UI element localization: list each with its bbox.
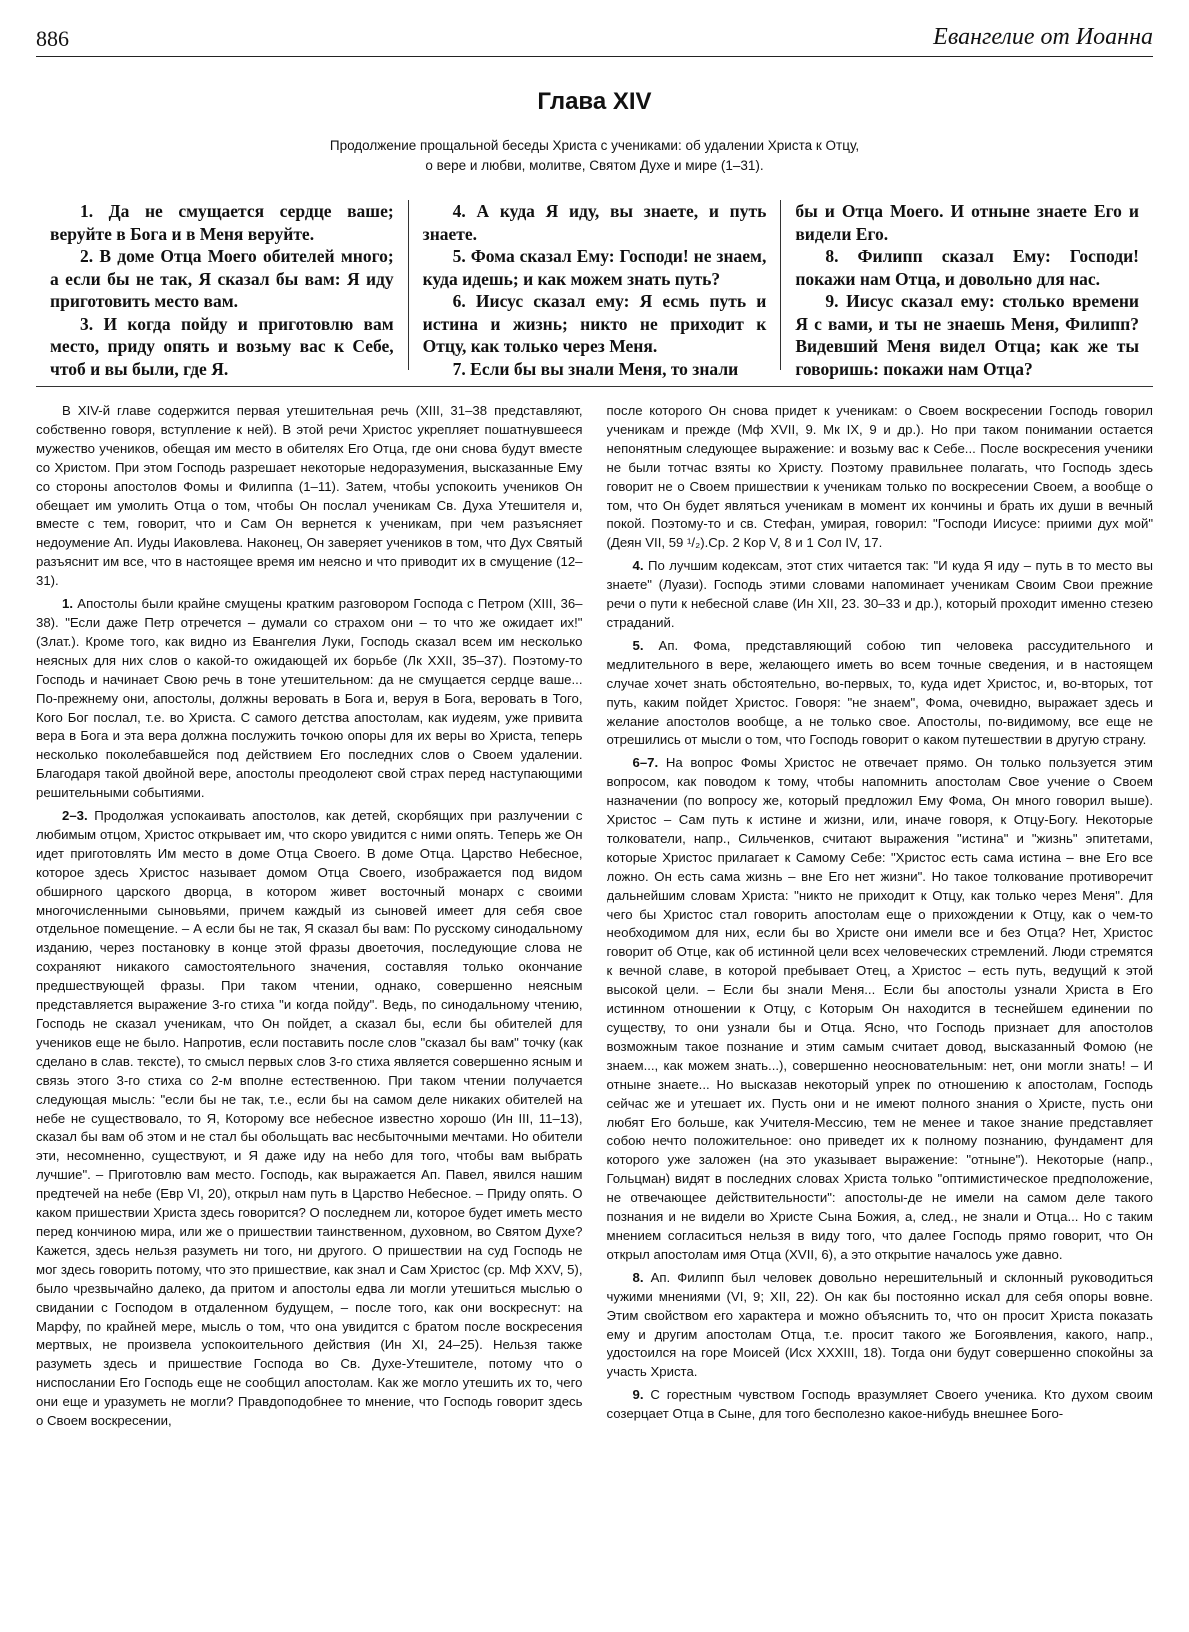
commentary-paragraph	[607, 557, 1154, 633]
verse-continuation: бы и Отца Моего. И отныне знаете Его и видели Его.	[795, 201, 1140, 244]
chapter-summary	[200, 136, 989, 176]
verse-number: 6–7.	[632, 755, 659, 771]
commentary-paragraph	[607, 754, 1154, 1264]
paragraph-text: С горестным чувством Господь вразумляет Своего ученика. Кто духом своим созерцает Отца в Сыне, для того бесполезно какое-нибудь внешнее Бого-	[606, 1387, 1153, 1422]
verse-column-1	[36, 200, 408, 379]
verse-column-3	[780, 200, 1153, 379]
verse-number: 4.	[632, 558, 644, 574]
paragraph-text: На вопрос Фомы Христос не отвечает прямо. Он только пользуется этим вопросом, как поводом к тому, чтобы напомнить апостолам Свое учение о Своем назначении (по вопросу же, который предложил Ему Фома, Он много говорил выше). Христос – Сам путь к истине и жизни, или, иначе говоря, к Отцу-Богу. Некоторые толкователи, напр., Сильченков, считают выражения "истина" и "жизнь" эпитетами, которые Христос прилагает к Самому Себе: "Христос есть сама истина – вне Его все ложно. Он есть сама жизнь – вне Его нет жизни". Но такое толкование противоречит дальнейшим словам Христа: "никто не приходит к Отцу, как только через Меня". Для чего бы Христос стал говорить апостолам еще о прихождении к Отцу, как о чем-то необходимом для них, если бы во Христе они имели все и без Отца? Нет, Христос говорит об Отце, как об истинной цели всех человеческих стремлений. Люди стремятся к вечной славе, в которой пребывает Отец, а Христос – есть путь, ведущий к этой высокой цели. – Если бы знали Меня... Если бы апостолы узнали Христа в Его истинном отношении к Отцу, с Которым Он находится в теснейшем единении по существу, то они узнали бы и Отца. Ясно, что Господь признает для апостолов возможным такое познание и этим самым считает довод, высказанный Фомою (не знаем..., как можем знать...), совершенно неосновательным: нет, они могли знать! – И отныне знаете... Но высказав некоторый упрек по отношению к апостолам, Господь сейчас же и утешает их. Пусть они и не имеют полного знания о Христе, пусть они любят Его больше, как Учителя-Мессию, тем не менее и такое знание представляет собою нечто положительное: оно приведет их к полному познанию, фундамент для которого уже заложен (на это указывает выражение: "отныне"). Некоторые (напр., Гольцман) видят в последних словах Христа только "оптимистическое предположение, не отвечающее действительности": апостолы-де не имели на самом деле такого познания и не видели во Христе Сына Божия, а, след., не знали и Отца... Но с таким мнением согласиться нельзя в виду того, что далее Господь прямо говорит, что Он открыл апостолам имя Отца (XVII, 6), а это открытие началось уже давно.	[606, 755, 1153, 1262]
paragraph-text: По лучшим кодексам, этот стих читается так: "И куда Я иду – путь в то место вы знаете" (Луази). Господь этими словами напоминает ученикам Своим Свои прежние речи о пути к небесной славе (Ин XII, 23. 30–33 и др.), который проходит именно стезею страданий.	[606, 558, 1153, 630]
running-head	[36, 22, 1153, 54]
verse-number: 9.	[632, 1387, 644, 1403]
commentary-paragraph	[607, 1269, 1154, 1382]
scripture-verses	[36, 200, 1153, 379]
chapter-summary-line: о вере и любви, молитве, Святом Духе и мире (1–31).	[425, 158, 764, 173]
verse: 1. Да не смущается сердце ваше; веруйте в Бога и в Меня веруйте.	[50, 201, 394, 244]
verse-rule	[36, 386, 1153, 387]
verse: 6. Иисус сказал ему: Я есмь путь и истина и жизнь; никто не приходит к Отцу, как только через Меня.	[422, 291, 767, 356]
commentary-column-left	[36, 402, 583, 1612]
commentary-paragraph	[607, 637, 1154, 750]
verse: 4. А куда Я иду, вы знаете, и путь знаете.	[422, 201, 767, 244]
verse-number: 8.	[632, 1269, 644, 1285]
verse-number: 1.	[62, 596, 73, 612]
paragraph-text: Продолжая успокаивать апостолов, как детей, скорбящих при разлучении с любимым отцом, Христос открывает им, что скоро увидится с ними опять. Теперь же Он идет приготовлять Им место в доме Отца Своего. В доме Отца. Царство Небесное, которое здесь Христос называет домом Отца Своего, изображается под видом обширного царского дворца, в котором живет восточный монарх с своими многочисленными сыновьями, причем каждый из сыновей имеет для себя свое отдельное помещение. – А если бы не так, Я сказал бы вам: По русскому синодальному изданию, через постановку в конце этой фразы двоеточия, последующие слова не сохраняют никакого самостоятельного значения, составляя только окончание предшествующей фразы. При таком чтении, однако, совершенно неясным представляется выражение 3-го стиха "и когда пойду". Ведь, по синодальному чтению, Господь не сказал ученикам, что Он пойдет, а сказал бы, если бы обителей для учеников еще не было. Напротив, если поставить после слов "сказал бы вам" точку (как сделано в слав. тексте), то смысл первых слов 3-го стиха является совершенно ясным и связь этого 3-го стиха со 2-м вполне естественною. При таком чтении получается следующая мысль: "если бы не так, т.е., если бы на самом деле никаких обителей на небе не существовало, то Я, Которому все небесное известно хорошо (Ин III, 11–13), сказал бы вам об этом и не стал бы обольщать вас несбыточными мечтами. Но обители эти, несомненно, существуют, и Я даже иду на небо для того, чтобы вам выбрать лучшие". – Приготовлю вам место. Господь, как выражается Ап. Павел, явился нашим предтечей на небе (Евр VI, 20), открыл нам путь в Царство Небесное. – Приду опять. О каком пришествии Христа здесь говорится? О последнем ли, которое будет иметь место перед кончиною мира, или же о пришествии таинственном, духовном, во Святом Духе? Кажется, здесь нельзя разуметь ни того, ни другого. О пришествии на суд Господь не мог здесь говорить потому, что это пришествие, как знал и Сам Христос (ср. Мф XXV, 5), было чрезвычайно далеко, да притом и апостолы едва ли могли утешиться мыслью о свидании с Господом в отдаленном будущем, – после того, как они воскреснут: на Марфу, по крайней мере, мысль о том, что она увидится с братом после воскресения мертвых, не произвела успокоительного действия (Ин XI, 24–25). Нельзя также разуметь здесь и пришествие Господа во Св. Духе-Утешителе, потому что о ниспослании Его Господь еще не сообщил апостолам. Как же могло утешить их то, чего они еще и уразуметь не могли? Правдоподобнее то мнение, что Господь говорит здесь о Своем воскресении,	[36, 808, 583, 1429]
commentary-paragraph	[36, 807, 583, 1431]
paragraph-text: В XIV-й главе содержится первая утешительная речь (XIII, 31–38 представляют, собственно говоря, вступление к ней). В этой речи Христос укрепляет пошатнувшееся мужество учеников, обещая им место в обителях Его Отца, где они снова будут вместе со Христом. При этом Господь разрешает некоторые недоразумения, высказанные Ему со стороны апостолов Фомы и Филиппа (1–11). Затем, чтобы успокоить учеников Он обещает им умолить Отца о том, чтобы Он послал ученикам Св. Духа Утешителя и, вместе с тем, говорит, что и Сам Он вернется к ученикам, при чем разъясняет недоумение Ап. Иуды Иаковлева. Наконец, Он заверяет учеников в том, что Дух Святый разъяснит им все, что в настоящее время им неясно и что приводит их в смущение (12–31).	[36, 403, 583, 589]
chapter-title: Глава XIV	[537, 88, 652, 115]
commentary-paragraph	[36, 402, 583, 591]
commentary-paragraph	[36, 595, 583, 803]
paragraph-text: Апостолы были крайне смущены кратким разговором Господа с Петром (XIII, 36–38). "Если даже Петр отречется – думали со страхом они – то что же ожидает их!" (Злат.). Кроме того, как видно из Евангелия Луки, Господь сказал всем им несколько неясных для них слов о какой-то ожидающей их борьбе (Лк XXII, 35–37). Поэтому-то Господь и начинает Свою речь в тоне утешительном: да не смущается сердце ваше... По-прежнему они, апостолы, должны веровать в Бога и, веруя в Бога, веровать в Того, Кого Бог послал, т.е. во Христа. С самого детства апостолам, как иудеям, уже привита вера в Бога и эта вера должна послужить точкою опоры для их веры во Христа, теперь несколько поколебавшейся под действием Его последних слов о Своем удалении. Благодаря такой двойной вере, апостолы преодолеют свой страх перед наступающими решительными событиями.	[36, 596, 583, 801]
paragraph-text: после которого Он снова придет к ученикам: о Своем воскресении Господь говорил ученикам и прежде (Мф XVII, 9. Мк IX, 9 и др.). Но при таком понимании остается непонятным следующее выражение: и возьму вас к Себе... После воскресения ученики не были тотчас взяты ко Христу. Поэтому правильнее полагать, что Господь здесь говорит не о Своем пришествии к ученикам только по воскресении Своем, а вообще о том, что Он будет являться ученикам в момент их кончины и брать их души в вечный покой. Поэтому-то и св. Стефан, умирая, говорил: "Господи Иисусе: приими дух мой" (Деян VII, 59 ¹/₂).Ср. 2 Кор V, 8 и 1 Сол IV, 17.	[606, 403, 1153, 551]
verse: 3. И когда пойду и приготовлю вам место, приду опять и возьму вас к Себе, чтоб и вы были, где Я.	[50, 313, 394, 379]
verse-number: 5.	[632, 637, 644, 653]
running-title: Евангелие от Иоанна	[933, 24, 1153, 50]
verse: 7. Если бы вы знали Меня, то знали	[452, 358, 739, 379]
verse: 5. Фома сказал Ему: Господи! не знаем, куда идешь; и как можем знать путь?	[422, 246, 767, 289]
header-rule	[36, 56, 1153, 57]
commentary	[36, 402, 1153, 1612]
commentary-column-right	[607, 402, 1154, 1612]
verse-number: 2–3.	[62, 808, 88, 824]
paragraph-text: Ап. Фома, представляющий собою тип человека рассудительного и медлительного в вере, желающего иметь во всем точные сведения, и в настоящем случае хочет знать обстоятельно, во-первых, то, куда идет Христос, и, во-вторых, тот путь, каким пойдет Христос. Говоря: "не знаем", Фома, очевидно, выражает здесь и желание апостолов вообще, а не только свое. Апостолы, по-видимому, все еще не отрешились от мысли о том, что Господь говорит о каком путешествии в другую страну.	[606, 637, 1153, 748]
verse: 2. В доме Отца Моего обителей много; а если бы не так, Я сказал бы вам: Я иду приготовить место вам.	[50, 246, 394, 311]
commentary-paragraph	[607, 1386, 1154, 1424]
verse-column-2	[408, 200, 781, 379]
page-number: 886	[36, 26, 69, 51]
paragraph-text: Ап. Филипп был человек довольно нерешительный и склонный руководиться чужими мнениями (VI, 9; XII, 22). Он как бы постоянно искал для себя опоры вовне. Этим свойством его характера и можно объяснить то, что он просит Христа показать ему и другим апостолам Отца, т.е. просит такого же Богоявления, какого, напр., удостоился на горе Моисей (Исх XXXIII, 18). Тогда они будут совершенно спокойны за участь Христа.	[606, 1269, 1153, 1380]
chapter-summary-line: Продолжение прощальной беседы Христа с учениками: об удалении Христа к Отцу,	[329, 138, 860, 153]
verse: 9. Иисус сказал ему: столько времени Я с вами, и ты не знаешь Меня, Филипп? Видевший Меня видел Отца; как же ты говоришь: покажи нам Отца?	[795, 291, 1140, 379]
commentary-paragraph	[607, 402, 1154, 553]
verse: 8. Филипп сказал Ему: Господи! покажи нам Отца, и довольно для нас.	[795, 246, 1140, 289]
